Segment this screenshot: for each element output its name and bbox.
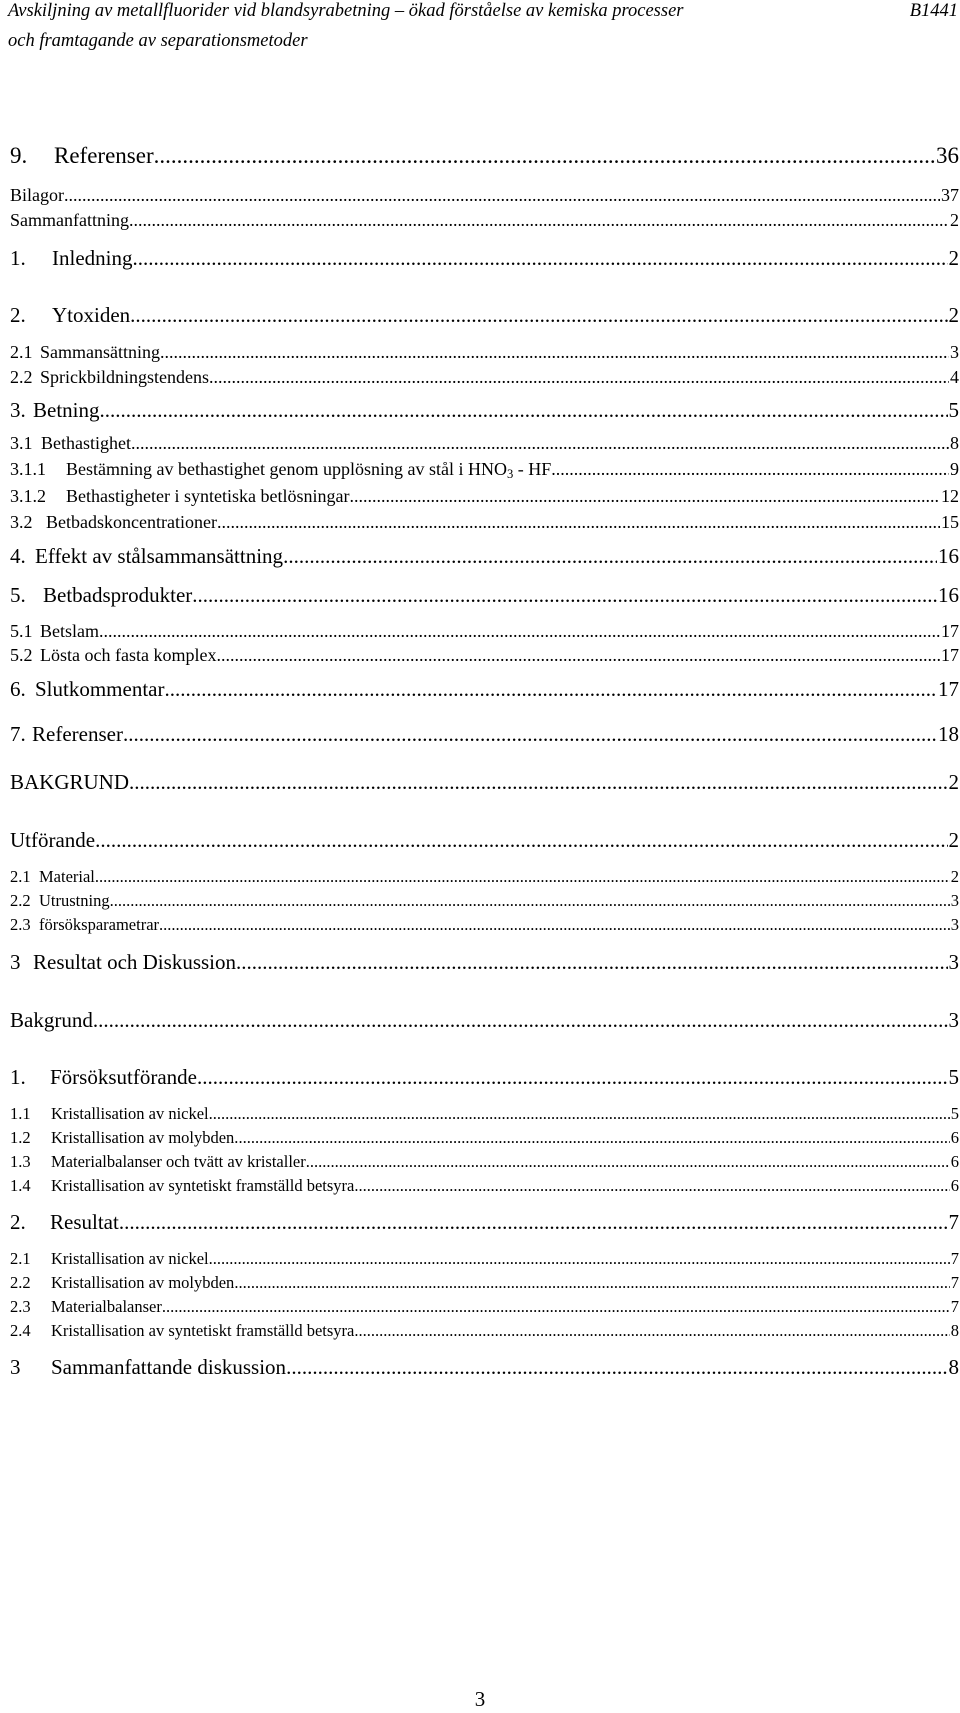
toc-entry[interactable]: 3. Betning ..... 5 — [10, 398, 959, 423]
dot-leader — [162, 1297, 950, 1317]
toc-entry-page: 3 — [950, 891, 959, 910]
toc-entry[interactable]: 3 Resultat och Diskussion ..... 3 — [10, 950, 959, 975]
toc-entry-title: Ytoxiden — [52, 303, 131, 327]
dot-leader — [234, 1273, 949, 1293]
toc-entry-title: Resultat och Diskussion — [33, 950, 236, 974]
toc-entry-title: Lösta och fasta komplex — [40, 645, 217, 665]
dot-leader — [154, 143, 935, 169]
dot-leader — [238, 1128, 949, 1148]
dot-leader — [95, 867, 950, 887]
toc-entry-title: Sammanfattning — [10, 210, 129, 230]
toc-entry-page: 7 — [950, 1249, 959, 1268]
toc-entry-title: Material — [39, 867, 95, 886]
dot-leader — [354, 1176, 949, 1196]
toc-entry[interactable] — [10, 185, 959, 206]
toc-entry-title: försöksparametrar — [39, 915, 160, 934]
toc-entry-title: BAKGRUND — [10, 770, 130, 794]
toc-entry-title: Betbadskoncentrationer — [46, 512, 217, 532]
toc-entry-page: 7 — [948, 1210, 959, 1234]
toc-entry-title: Bestämning av bethastighet genom upplösning av stål i $HNO_3$ - HF — [66, 459, 552, 481]
toc-entry[interactable]: 2.1 Sammansättning ..... 3 — [10, 342, 959, 363]
page-number: 3 — [474, 1687, 486, 1711]
toc-entry[interactable]: 2.1 Kristallisation av nickel ..... 7 — [10, 1249, 959, 1269]
toc-entry[interactable]: 3.1.1 Bestämning av bethastighet genom upplösning av stål i $HNO_3$ - HF ..... 9 — [10, 459, 959, 482]
toc-entry-title: Kristallisation av syntetiskt framställd betsyra — [51, 1321, 355, 1340]
toc-entry[interactable]: 9. Referenser ..... 36 — [10, 143, 959, 169]
toc-entry-title: Kristallisation av molybden. — [51, 1128, 239, 1147]
toc-entry-page: 7 — [950, 1273, 959, 1292]
dot-leader — [110, 891, 950, 911]
dot-leader — [192, 583, 937, 608]
dot-leader — [283, 544, 937, 569]
toc-entry-page: 3 — [950, 915, 959, 934]
toc-entry-title: Sammanfattande diskussion — [51, 1355, 287, 1379]
toc-entry-page: 12 — [941, 486, 959, 506]
toc-entry[interactable]: 2.2 Sprickbildningstendens ..... 4 — [10, 367, 959, 388]
toc-entry[interactable]: 3.1 Bethastighet ..... 8 — [10, 433, 959, 454]
toc-entry[interactable]: 5.1 Betslam ..... 17 — [10, 621, 959, 642]
toc-entry-title: Kristallisation av syntetiskt framställd betsyra — [51, 1176, 355, 1195]
toc-entry[interactable]: 2.2 Utrustning ..... 3 — [10, 891, 959, 911]
toc-entry[interactable]: 2. Resultat ..... 7 — [10, 1210, 959, 1235]
dot-leader — [123, 722, 937, 747]
dot-leader — [131, 433, 949, 454]
dot-leader — [132, 246, 947, 271]
dot-leader — [159, 915, 950, 935]
toc-entry-page: 5 — [950, 1104, 959, 1123]
toc-entry-page: 8 — [950, 433, 959, 453]
toc-entry-title: Referenser — [54, 143, 154, 168]
toc-entry[interactable]: 1.4 Kristallisation av syntetiskt framställd betsyra ..... 6 — [10, 1176, 959, 1196]
toc-entry-page: 7 — [950, 1297, 959, 1316]
toc-entry-title: Bethastigheter i syntetiska betlösningar — [66, 486, 350, 506]
dot-leader — [197, 1065, 948, 1090]
dot-leader — [165, 677, 938, 702]
toc-entry[interactable]: 1. Försöksutförande ..... 5 — [10, 1065, 959, 1090]
toc-entry-title: Bakgrund — [10, 1008, 93, 1032]
toc-entry-title: Kristallisation av nickel — [51, 1249, 209, 1268]
toc-entry-title: Utrustning — [39, 891, 110, 910]
toc-entry[interactable]: 3 Sammanfattande diskussion ..... 8 — [10, 1355, 959, 1380]
toc-entry-page: 3 — [950, 342, 959, 362]
toc-entry-page: 17 — [941, 645, 959, 665]
toc-entry-page: 16 — [938, 544, 959, 568]
dot-leader — [354, 1321, 949, 1341]
toc-entry-page: 8 — [948, 1355, 959, 1379]
toc-entry[interactable]: 2.3 försöksparametrar ..... 3 — [10, 915, 959, 935]
toc-entry-page: 6 — [950, 1176, 959, 1195]
dot-leader — [93, 1008, 948, 1033]
toc-entry[interactable]: 2. Ytoxiden ..... 2 — [10, 303, 959, 328]
toc-entry[interactable]: 2.2 Kristallisation av molybden ..... 7 — [10, 1273, 959, 1293]
toc-entry-title: Materialbalanser och tvätt av kristaller — [51, 1152, 306, 1171]
toc-entry-page: 2 — [950, 210, 959, 230]
toc-entry-page: 17 — [941, 621, 959, 641]
toc-entry[interactable]: 1.1 Kristallisation av nickel. ..... 5 — [10, 1104, 959, 1124]
dot-leader — [129, 210, 949, 231]
toc-entry-page: 5 — [948, 1065, 959, 1089]
toc-entry-page: 9 — [950, 459, 959, 479]
dot-leader — [349, 486, 940, 507]
dot-leader — [95, 828, 947, 853]
toc-entry-title: Inledning — [52, 246, 133, 270]
toc-entry[interactable]: 6. Slutkommentar ..... 17 — [10, 677, 959, 702]
dot-leader — [130, 303, 947, 328]
page-header — [8, 0, 958, 53]
toc-entry[interactable]: 4. Effekt av stålsammansättning ..... 16 — [10, 544, 959, 569]
dot-leader — [100, 398, 948, 423]
toc-entry-title: Betslam — [40, 621, 99, 641]
toc-entry-title: Betning — [33, 398, 100, 422]
toc-entry[interactable]: 2.4 Kristallisation av syntetiskt framställd betsyra ..... 8 — [10, 1321, 959, 1341]
toc-entry-title: Referenser — [32, 722, 123, 746]
toc-entry-page: 2 — [948, 303, 959, 327]
toc-entry[interactable]: 1. Inledning ..... 2 — [10, 246, 959, 271]
dot-leader — [129, 770, 947, 795]
toc-entry-page: 15 — [941, 512, 959, 532]
toc-entry-page: 36 — [936, 143, 959, 168]
toc-entry[interactable]: 1.2 Kristallisation av molybden. ..... 6 — [10, 1128, 959, 1148]
dot-leader — [119, 1210, 948, 1235]
toc-entry-page: 17 — [938, 677, 959, 701]
document-title-line-1: Avskiljning av metallfluorider vid blandsyrabetning – ökad förståelse av kemiska processer — [8, 1, 684, 21]
toc-entry-title: Materialbalanser — [51, 1297, 162, 1316]
toc-entry-page: 2 — [948, 246, 959, 270]
toc-entry-page: 2 — [948, 828, 959, 852]
dot-leader — [209, 367, 949, 388]
toc-entry-page: 2 — [950, 867, 959, 886]
toc-entry-page: 16 — [938, 583, 959, 607]
dot-leader — [160, 342, 949, 363]
toc-entry-title: Slutkommentar — [35, 677, 165, 701]
toc-entry-title: Bilagor — [10, 185, 64, 205]
toc-entry-title: Sprickbildningstendens — [40, 367, 209, 387]
toc-entry[interactable] — [10, 210, 959, 231]
toc-entry-title: Utförande — [10, 828, 96, 852]
toc-entry-title: Kristallisation av nickel. — [51, 1104, 213, 1123]
toc-entry-title: Kristallisation av molybden — [51, 1273, 235, 1292]
dot-leader — [236, 950, 948, 975]
toc-entry-title: Sammansättning — [40, 342, 160, 362]
toc-entry[interactable]: 7. Referenser ..... 18 — [10, 722, 959, 747]
toc-entry-title: Betbadsprodukter — [43, 583, 193, 607]
toc-entry-title: Försöksutförande — [50, 1065, 197, 1089]
toc-entry-page: 3 — [948, 1008, 959, 1032]
dot-leader — [213, 1104, 950, 1124]
toc-entry[interactable]: 3.2 Betbadskoncentrationer ..... 15 — [10, 512, 959, 533]
toc-entry-page: 2 — [948, 770, 959, 794]
toc-entry-page: 5 — [948, 398, 959, 422]
toc-entry[interactable]: 5. Betbadsprodukter ..... 16 — [10, 583, 959, 608]
toc-entry[interactable] — [10, 828, 959, 853]
toc-entry-page: 18 — [938, 722, 959, 746]
toc-entry-page: 6 — [950, 1128, 959, 1147]
dot-leader — [209, 1249, 950, 1269]
dot-leader — [64, 185, 940, 206]
dot-leader — [286, 1355, 947, 1380]
dot-leader — [306, 1152, 950, 1172]
toc-entry[interactable]: 1.3 Materialbalanser och tvätt av kristaller ..... 6 — [10, 1152, 959, 1172]
toc-entry[interactable]: 2.1 Material ..... 2 — [10, 867, 959, 887]
toc-entry-title: Effekt av stålsammansättning — [35, 544, 284, 568]
dot-leader — [216, 645, 940, 666]
toc-entry[interactable] — [10, 1008, 959, 1033]
toc-entry[interactable]: 3.1.2 Bethastigheter i syntetiska betlösningar ..... 12 — [10, 486, 959, 507]
toc-entry-page: 6 — [950, 1152, 959, 1171]
toc-entry-page: 37 — [941, 185, 959, 205]
toc-entry-title: Bethastighet — [41, 433, 131, 453]
toc-entry[interactable]: 5.2 Lösta och fasta komplex ..... 17 — [10, 645, 959, 666]
toc-entry[interactable]: 2.3 Materialbalanser ..... 7 — [10, 1297, 959, 1317]
dot-leader — [551, 459, 949, 480]
toc-entry-page: 8 — [950, 1321, 959, 1340]
toc-entry-page: 4 — [950, 367, 959, 387]
toc-entry-title: Resultat — [50, 1210, 119, 1234]
dot-leader — [99, 621, 940, 642]
toc-entry-page: 3 — [948, 950, 959, 974]
document-title-line-2: och framtagande av separationsmetoder — [8, 31, 308, 51]
toc-entry[interactable] — [10, 770, 959, 795]
dot-leader — [217, 512, 940, 533]
report-code: B1441 — [909, 1, 958, 21]
